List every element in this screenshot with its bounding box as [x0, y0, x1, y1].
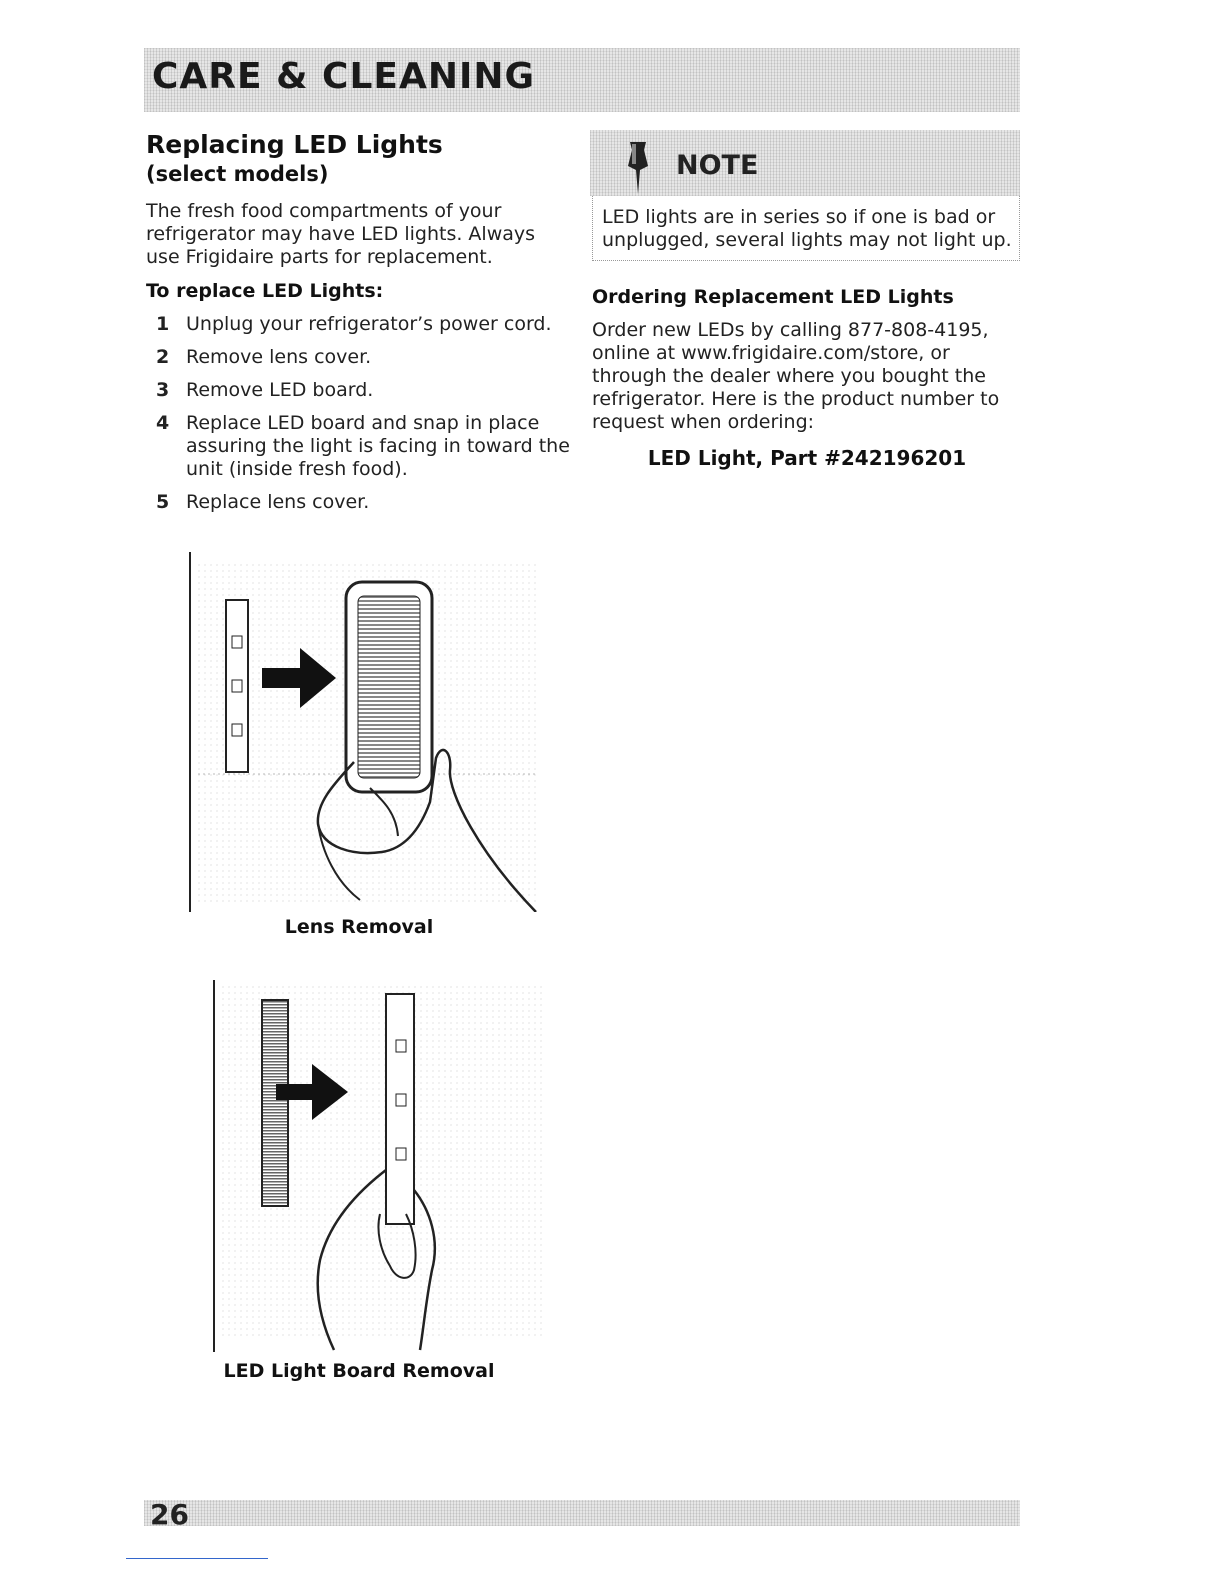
step-text: Remove LED board.: [186, 379, 374, 401]
step-text: Replace lens cover.: [186, 491, 370, 513]
step-item: [152, 313, 572, 336]
lens-removal-illustration: [186, 552, 546, 912]
intro-paragraph: The fresh food compartments of your refrigerator may have LED lights. Always use Frigidaire parts for replacement.: [146, 200, 536, 268]
footer-bar: [144, 1500, 1020, 1526]
lens-cover-graphic: [346, 582, 432, 792]
step-item: [152, 379, 572, 402]
note-text: LED lights are in series so if one is bad or unplugged, several lights may not light up.: [602, 206, 1012, 251]
step-number: 3: [156, 379, 170, 401]
section-banner: [144, 48, 1020, 112]
step-number: 5: [156, 491, 170, 513]
ordering-heading: Ordering Replacement LED Lights: [592, 286, 954, 308]
step-text: Unplug your refrigerator’s power cord.: [186, 313, 552, 335]
step-item: [152, 346, 572, 369]
step-number: 4: [156, 412, 170, 434]
led-board-graphic: [386, 994, 414, 1224]
step-item: [152, 491, 572, 514]
page-number: 26: [150, 1498, 189, 1531]
steps-heading: To replace LED Lights:: [146, 280, 384, 302]
led-board-removal-illustration: [210, 980, 546, 1360]
section-title: Replacing LED Lights: [146, 130, 443, 159]
ordering-text: Order new LEDs by calling 877-808-4195, online at www.frigidaire.com/store, or through the dealer where you bought the refrigerator. Here is the product number to request when ordering:: [592, 319, 1000, 433]
step-text: Remove lens cover.: [186, 346, 372, 368]
pushpin-icon: [618, 140, 658, 196]
led-strip-graphic: [226, 600, 248, 772]
step-text: Replace LED board and snap in place assuring the light is facing in toward the unit (inside fresh food).: [186, 412, 570, 480]
led-board-removal-caption: LED Light Board Removal: [223, 1360, 495, 1382]
lens-cover-graphic: [262, 1000, 288, 1206]
step-item: [152, 412, 572, 481]
lens-removal-caption: Lens Removal: [284, 916, 434, 938]
step-number: 1: [156, 313, 170, 335]
section-subtitle: (select models): [146, 162, 329, 186]
steps-list: [152, 313, 572, 524]
note-title: NOTE: [676, 150, 759, 181]
step-number: 2: [156, 346, 170, 368]
banner-title: CARE & CLEANING: [152, 56, 536, 97]
part-number: LED Light, Part #242196201: [647, 446, 967, 470]
footer-rule: [126, 1558, 268, 1559]
